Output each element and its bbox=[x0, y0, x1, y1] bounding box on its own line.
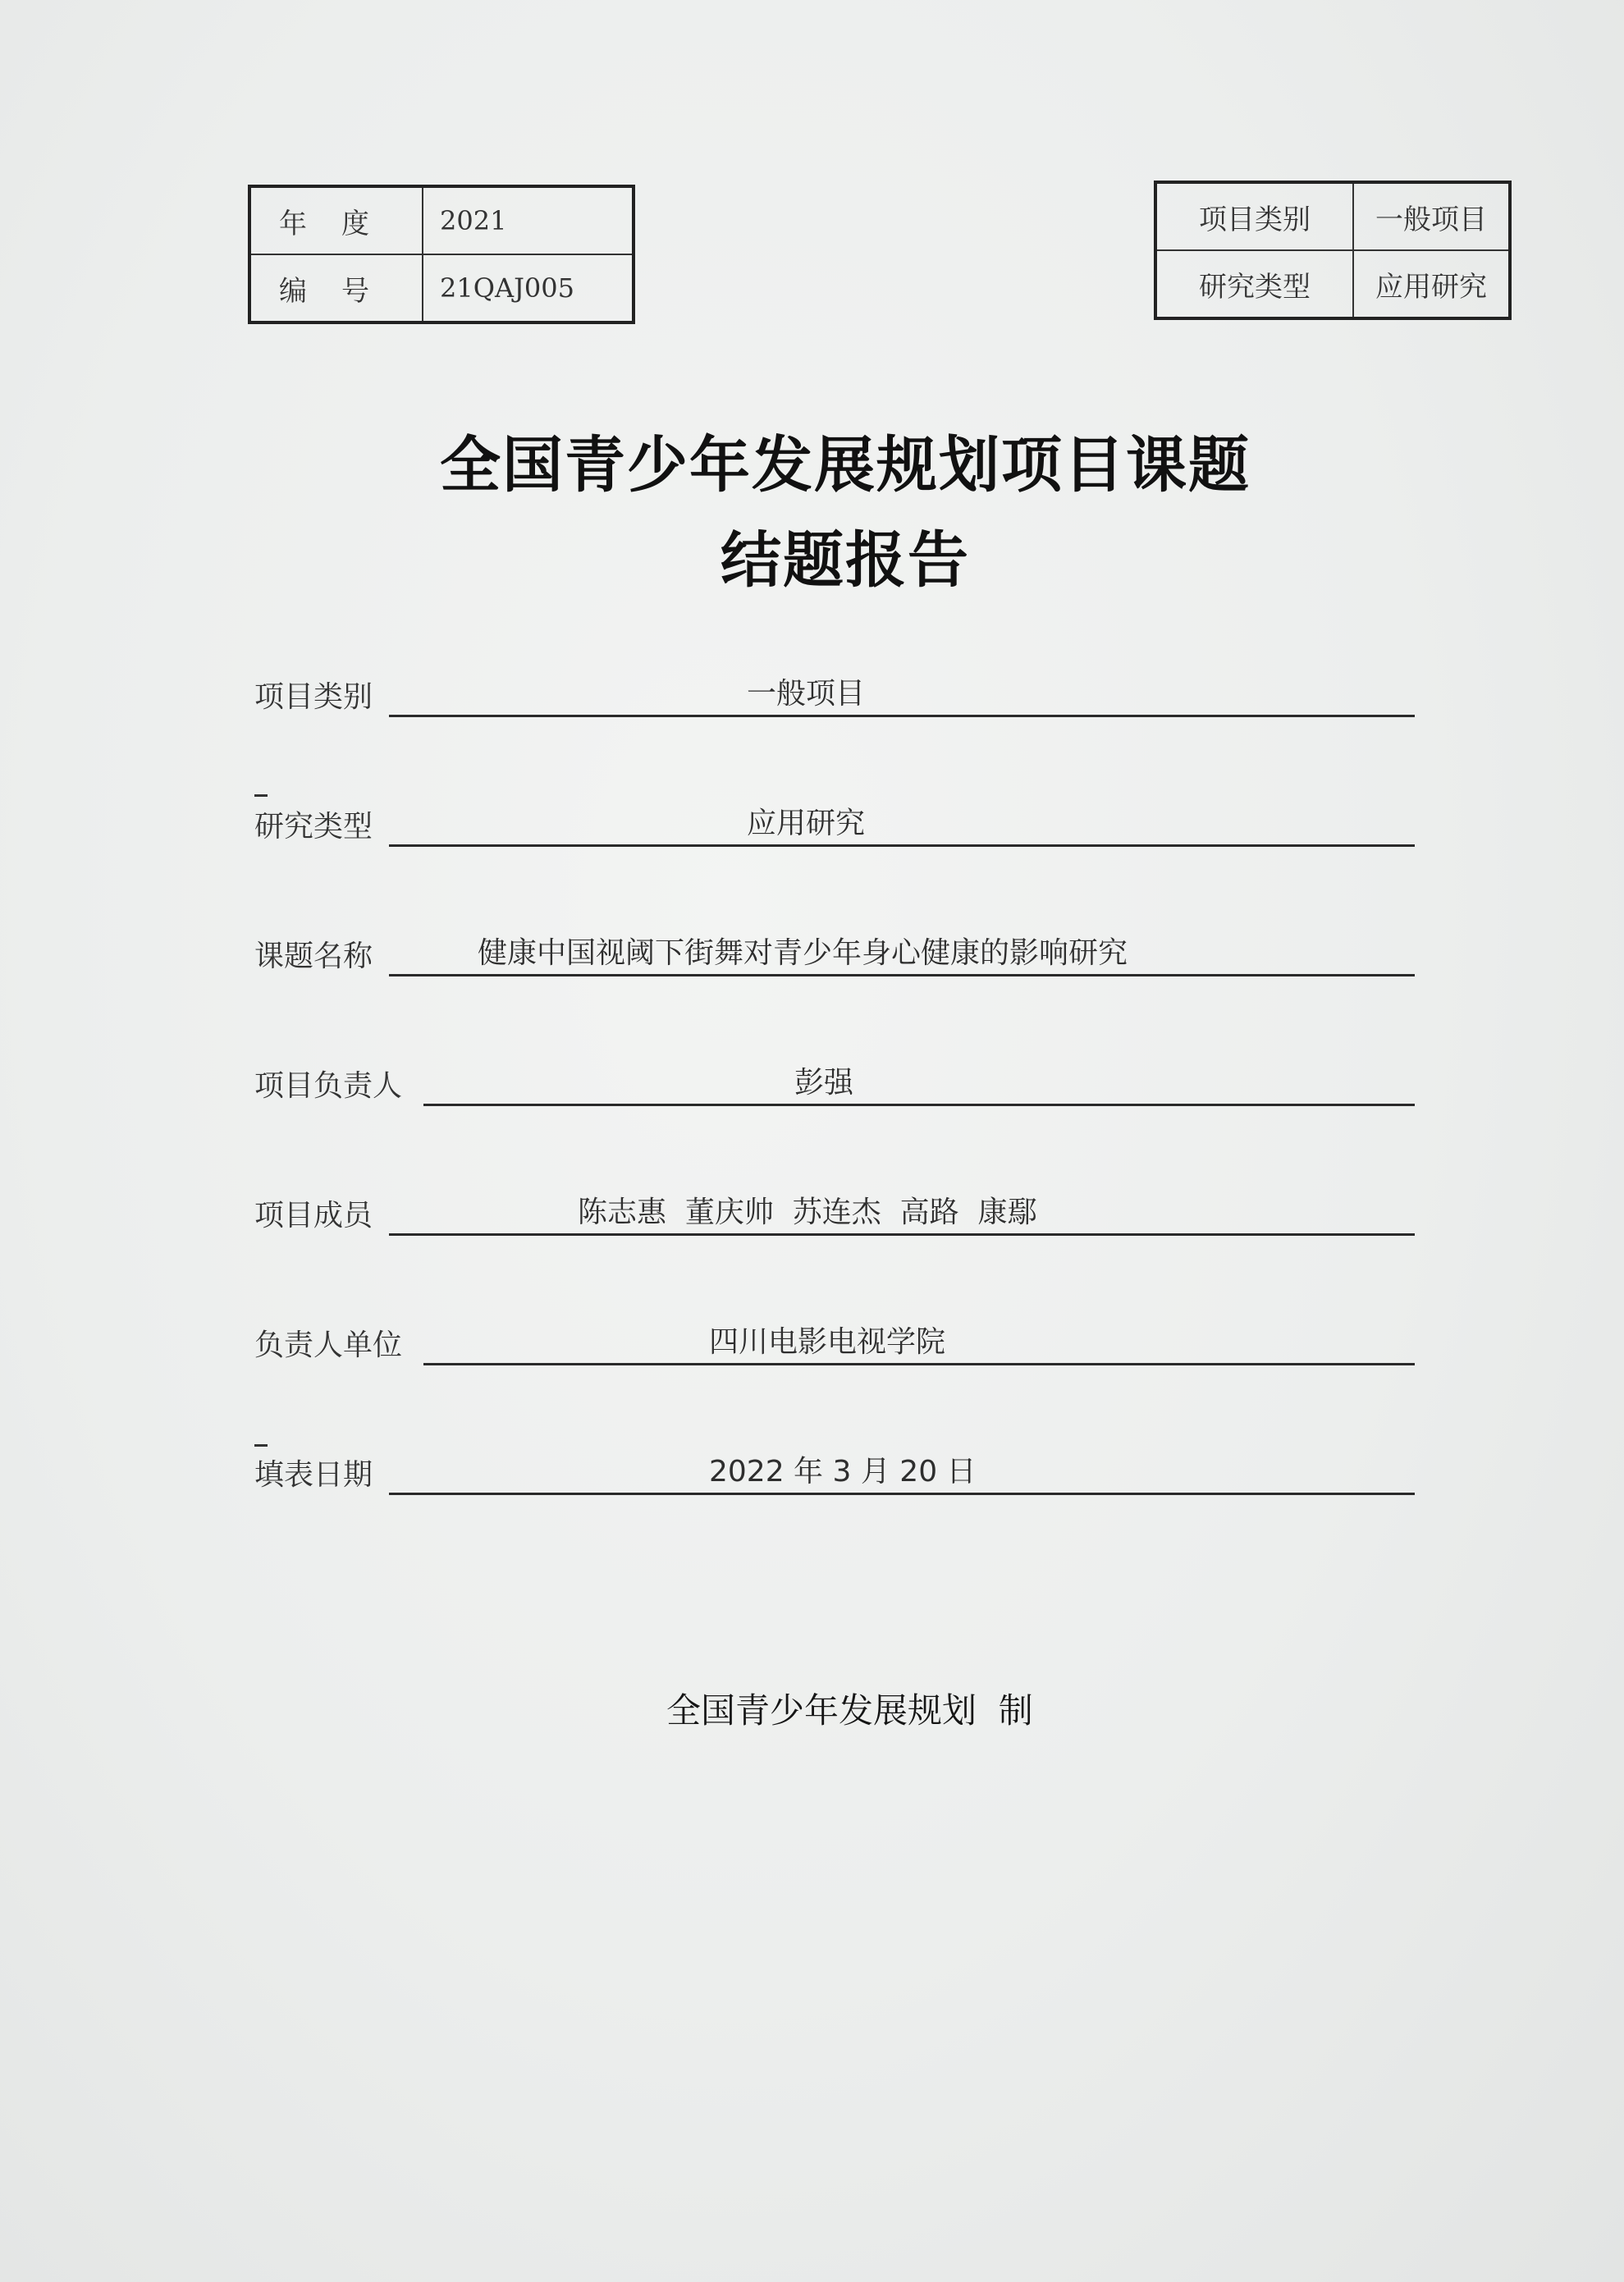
underline bbox=[389, 974, 1415, 976]
field-value: 一般项目 bbox=[747, 677, 866, 711]
report-title: 全国青少年发展规划项目课题 bbox=[440, 430, 1251, 501]
meta-row-research-type bbox=[1155, 250, 1510, 318]
category-label: 项目类别 bbox=[1155, 182, 1353, 250]
year-label: 年度 bbox=[249, 186, 423, 254]
field-research-type bbox=[254, 786, 1415, 847]
underline bbox=[389, 1493, 1415, 1495]
field-label: 课题名称 bbox=[254, 940, 373, 973]
issuer-footer: 全国青少年发展规划 制 bbox=[666, 1690, 1033, 1731]
field-project-leader bbox=[254, 1045, 1415, 1106]
meta-row-year bbox=[249, 186, 634, 254]
field-label: 研究类型 bbox=[254, 810, 373, 844]
field-topic-name bbox=[254, 916, 1415, 976]
field-value: 2022 年 3 月 20 日 bbox=[709, 1455, 977, 1489]
field-label: 项目类别 bbox=[254, 680, 373, 714]
research-type-label: 研究类型 bbox=[1155, 250, 1353, 318]
category-value: 一般项目 bbox=[1353, 182, 1510, 250]
field-leader-unit bbox=[254, 1305, 1415, 1365]
number-value: 21QAJ005 bbox=[423, 254, 634, 322]
underline bbox=[389, 715, 1415, 717]
field-label: 项目负责人 bbox=[254, 1069, 403, 1103]
underline bbox=[389, 1233, 1415, 1236]
underline bbox=[423, 1363, 1415, 1365]
year-number-table bbox=[248, 185, 635, 324]
meta-row-category bbox=[1155, 182, 1510, 250]
field-label: 负责人单位 bbox=[254, 1328, 403, 1362]
field-label: 填表日期 bbox=[254, 1458, 373, 1492]
field-value: 四川电影电视学院 bbox=[709, 1325, 946, 1359]
field-project-category bbox=[254, 656, 1415, 717]
field-value: 应用研究 bbox=[747, 807, 866, 840]
year-value: 2021 bbox=[423, 186, 634, 254]
underline bbox=[423, 1104, 1415, 1106]
field-value: 陈志惠 董庆帅 苏连杰 高路 康鄢 bbox=[578, 1196, 1037, 1229]
report-subtitle: 结题报告 bbox=[721, 525, 970, 596]
category-type-table bbox=[1154, 181, 1512, 320]
field-project-members bbox=[254, 1175, 1415, 1236]
research-type-value: 应用研究 bbox=[1353, 250, 1510, 318]
underline bbox=[389, 844, 1415, 847]
meta-row-number bbox=[249, 254, 634, 322]
field-value: 健康中国视阈下街舞对青少年身心健康的影响研究 bbox=[478, 936, 1128, 970]
field-fill-date bbox=[254, 1434, 1415, 1495]
field-value: 彭强 bbox=[794, 1066, 854, 1100]
number-label: 编号 bbox=[249, 254, 423, 322]
field-label: 项目成员 bbox=[254, 1199, 373, 1232]
